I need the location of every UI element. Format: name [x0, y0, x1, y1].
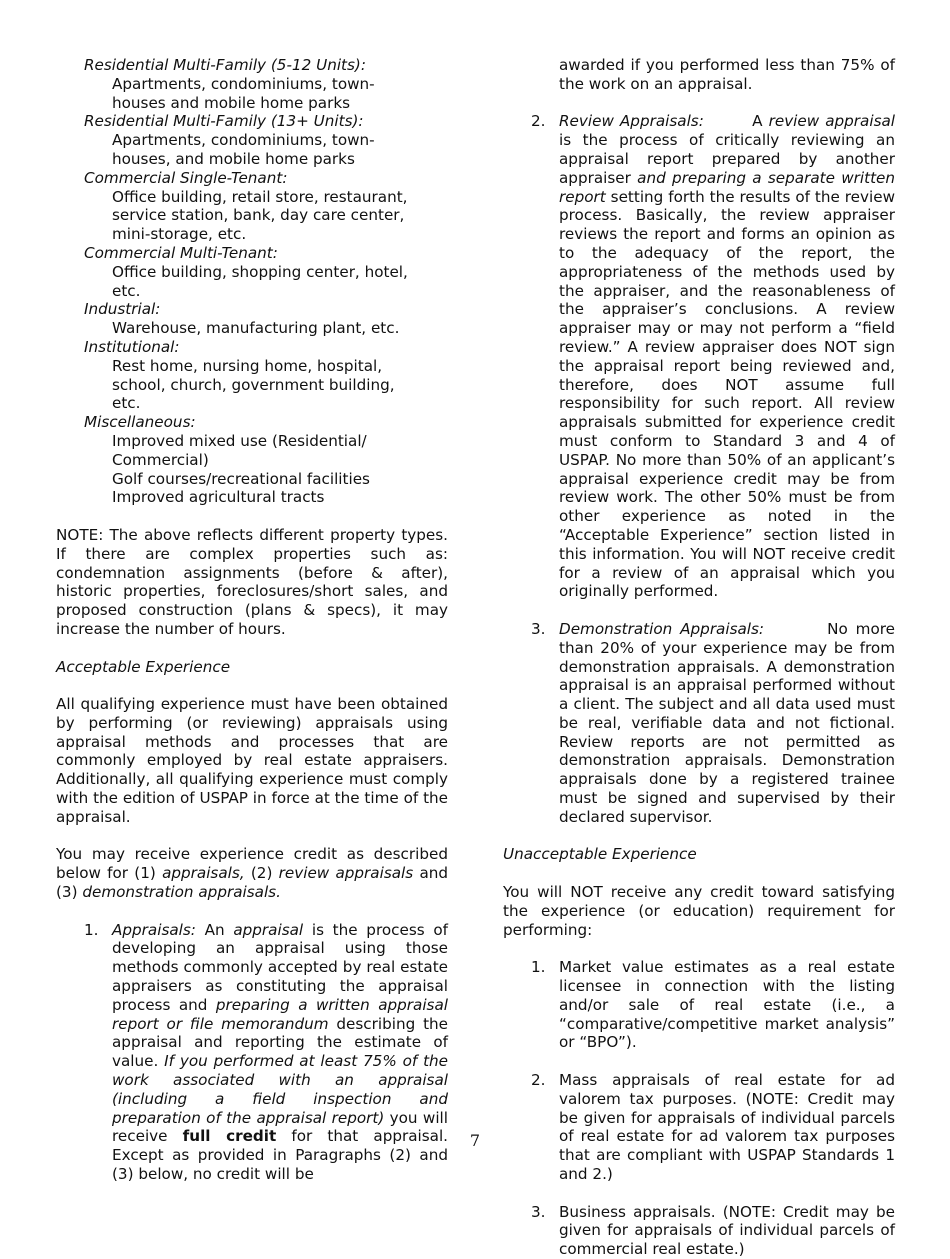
- property-type-line: Rest home, nursing home, hospital,: [112, 356, 383, 375]
- demonstration-appraisals-text: Demonstration Appraisals: No more than 20% of your experience may be from demonstration appraisals. A demonstration appraisal is an appraisal performed without a client. The subject and all data used must be real, verifiable data and not fictional. Review reports are not permitted as demonstration appraisals. Demonstration appraisals done by a registered trainee must be signed and supervised by their declared supervisor.: [559, 619, 900, 826]
- property-type-line: Office building, shopping center, hotel,: [112, 262, 408, 281]
- property-type-line: service station, bank, day care center,: [112, 206, 405, 225]
- property-type-line: houses and mobile home parks: [112, 93, 351, 112]
- page-number: 7: [469, 1131, 481, 1150]
- unacceptable-item: [503, 1203, 895, 1259]
- property-type-line: Office building, retail store, restaurant,: [112, 187, 408, 206]
- unacceptable-item: [503, 958, 895, 1052]
- item-number: 2.: [531, 1071, 546, 1090]
- unacceptable-intro: You will NOT receive any credit toward satisfying the experience (or education) requirement for performing:: [503, 883, 895, 939]
- unacceptable-item-text: Mass appraisals of real estate for ad valorem tax purposes. (NOTE: Credit may be given for appraisals of individual parcels of real estate for ad valorem tax purposes that are compliant with USPAP Standards 1 and 2.): [559, 1071, 895, 1184]
- note-paragraph: NOTE: The above reflects different property types. If there are complex properties such as: condemnation assignments (before & after), historic properties, foreclosures/short sales, and proposed construction (plans & specs), it may increase the number of hours.: [56, 525, 448, 638]
- right-column: [503, 56, 900, 1259]
- property-type-line: Golf courses/recreational facilities: [112, 469, 370, 488]
- property-type-line: etc.: [112, 281, 141, 300]
- property-type-title: Residential Multi-Family (5-12 Units):: [84, 56, 366, 74]
- property-type-title: Institutional:: [84, 337, 180, 356]
- property-types-list: [56, 56, 448, 507]
- unacceptable-item-text: Market value estimates as a real estate licensee in connection with the listing and/or sale of real estate (i.e., a “comparative/competitive market analysis” or “BPO”).: [559, 958, 895, 1052]
- left-column: [56, 56, 448, 1184]
- appraisals-text: Appraisals: An appraisal is the process of developing an appraisal using those methods commonly accepted by real estate appraisers as constituting the appraisal process and preparing a written appraisal report or file memorandum describing the appraisal and reporting the estimate of value. If you performed at least 75% of the work associated with an appraisal (including a field inspection and preparation of the appraisal report) you will receive full credit for that appraisal. Except as provided in Paragraphs (2) and (3) below, no credit will be: [112, 920, 449, 1184]
- acceptable-paragraph-1: All qualifying experience must have been obtained by performing (or reviewing) appraisals using appraisal methods and processes that are commonly employed by real estate appraisers. Additionally, all qualifying experience must comply with the edition of USPAP in force at the time of the appraisal.: [56, 695, 448, 826]
- property-type-title: Residential Multi-Family (13+ Units):: [84, 112, 364, 131]
- review-appraisals-item: [503, 112, 895, 601]
- acceptable-experience-heading: Acceptable Experience: [56, 657, 231, 676]
- property-type-line: school, church, government building,: [112, 375, 395, 394]
- property-type-title: Commercial Multi-Tenant:: [84, 243, 278, 262]
- property-type-line: Commercial): [112, 450, 209, 469]
- property-type-line: Apartments, condominiums, town-: [112, 74, 375, 93]
- property-type-title: Commercial Single-Tenant:: [84, 168, 288, 187]
- item-number: 2.: [531, 112, 546, 131]
- unacceptable-item-text: Business appraisals. (NOTE: Credit may be given for appraisals of individual parcels of commercial real estate.): [559, 1202, 895, 1259]
- property-type-line: Improved mixed use (Residential/: [112, 431, 367, 450]
- appraisals-text-continued: awarded if you performed less than 75% of the work on an appraisal.: [559, 56, 895, 93]
- property-type-line: Warehouse, manufacturing plant, etc.: [112, 319, 400, 338]
- item-number: 1.: [531, 958, 546, 977]
- unacceptable-experience-heading: Unacceptable Experience: [503, 845, 697, 864]
- unacceptable-item: [503, 1071, 895, 1184]
- review-appraisals-text: Review Appraisals: A review appraisal is the process of critically reviewing an appraisal report prepared by another appraiser and preparing a separate written report setting forth the results of the review process. Basically, the review appraiser reviews the report and forms an opinion as to the adequacy of the report, the appropriateness of the methods used by the appraiser, and the reasonableness of the appraiser’s conclusions. A review appraiser may or may not perform a “field review.” A review appraiser does NOT sign the appraisal report being reviewed and, therefore, does NOT assume full responsibility for such report. All review appraisals submitted for experience credit must conform to Standard 3 and 4 of USPAP. No more than 50% of an applicant’s appraisal experience credit may be from review work. The other 50% must be from other experience as noted in the “Acceptable Experience” section listed in this information. You will NOT receive credit for a review of an appraisal which you originally performed.: [559, 112, 896, 601]
- item-number: 1.: [84, 920, 99, 939]
- item-number: 3.: [531, 619, 546, 638]
- property-type-line: mini-storage, etc.: [112, 225, 247, 244]
- property-type-line: houses, and mobile home parks: [112, 149, 355, 168]
- property-type-line: Apartments, condominiums, town-: [112, 131, 375, 150]
- property-type-line: etc.: [112, 394, 141, 413]
- acceptable-paragraph-2: You may receive experience credit as described below for (1) appraisals, (2) review appraisals and (3) demonstration appraisals.: [56, 845, 449, 902]
- property-type-line: Improved agricultural tracts: [112, 488, 325, 507]
- property-type-title: Industrial:: [84, 300, 161, 319]
- property-type-title: Miscellaneous:: [84, 413, 196, 432]
- item-number: 3.: [531, 1202, 546, 1221]
- appraisals-item-continued: [503, 56, 895, 94]
- demonstration-appraisals-item: [503, 619, 900, 827]
